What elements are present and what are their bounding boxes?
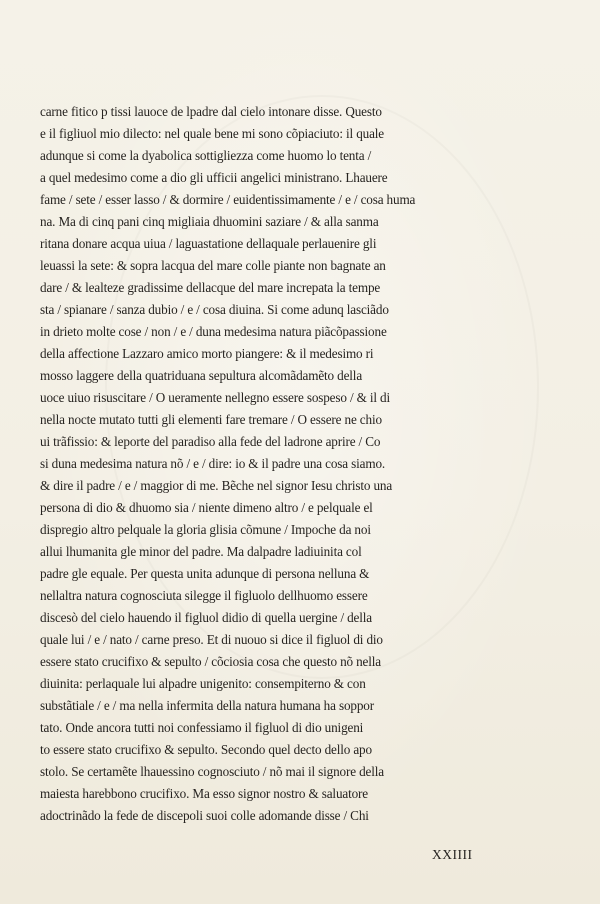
- text-line: maiesta harebbono crucifixo. Ma esso signor nostro & saluatore: [40, 786, 368, 801]
- text-line: & dire il padre / e / maggior di me. Bẽche nel signor Iesu christo una: [40, 478, 393, 493]
- text-line: adunque si come la dyabolica sottigliezza come huomo lo tenta /: [40, 148, 372, 163]
- text-line: nellaltra natura cognosciuta silegge il figluolo dellhuomo essere: [40, 588, 368, 603]
- text-line: to essere stato crucifixo & sepulto. Secondo quel decto dello apo: [40, 742, 372, 757]
- text-line: diuinita: perlaquale lui alpadre unigenito: consempiterno & con: [40, 676, 366, 691]
- text-line: in drieto molte cose / non / e / duna medesima natura piãcõpassione: [40, 324, 387, 339]
- text-line: stolo. Se certamẽte lhauessino cognosciuto / nõ mai il signore della: [40, 764, 384, 779]
- text-line: discesò del cielo hauendo il figluol didio di quella uergine / della: [40, 610, 372, 625]
- text-line: uoce uiuo risuscitare / O ueramente nellegno essere sospeso / & il di: [40, 390, 391, 405]
- text-line: carne fitico p tissi lauoce de lpadre dal cielo intonare disse. Questo: [40, 104, 382, 119]
- text-line: della affectione Lazzaro amico morto piangere: & il medesimo ri: [40, 346, 374, 361]
- text-line: nella nocte mutato tutti gli elementi fare tremare / O essere ne chio: [40, 412, 382, 427]
- text-line: substãtiale / e / ma nella infermita della natura humana ha soppor: [40, 698, 374, 713]
- text-line: dispregio altro pelquale la gloria glisia cõmune / Impoche da noi: [40, 522, 371, 537]
- text-line: persona di dio & dhuomo sia / niente dimeno altro / e pelquale el: [40, 500, 373, 515]
- text-line: sta / spianare / sanza dubio / e / cosa diuina. Si come adunq lasciãdo: [40, 302, 389, 317]
- text-line: allui lhumanita gle minor del padre. Ma dalpadre ladiuinita col: [40, 544, 362, 559]
- text-line: ui trãfissio: & leporte del paradiso alla fede del ladrone aprire / Co: [40, 434, 381, 449]
- text-line: fame / sete / esser lasso / & dormire / euidentissimamente / e / cosa huma: [40, 192, 416, 207]
- text-line: ritana donare acqua uiua / laguastatione dellaquale perlauenire gli: [40, 236, 377, 251]
- text-line: tato. Onde ancora tutti noi confessiamo il figluol di dio unigeni: [40, 720, 364, 735]
- text-line: a quel medesimo come a dio gli ufficii angelici ministrano. Lhauere: [40, 170, 388, 185]
- text-line: e il figliuol mio dilecto: nel quale bene mi sono cõpiaciuto: il quale: [40, 126, 385, 141]
- text-line: na. Ma di cinq pani cinq migliaia dhuomini saziare / & alla sanma: [40, 214, 379, 229]
- folio-number: XXIIII: [432, 847, 473, 862]
- text-line: dare / & lealteze gradissime dellacque del mare increpata la tempe: [40, 280, 381, 295]
- text-line: mosso laggere della quatriduana sepultura alcomãdamẽto della: [40, 368, 363, 383]
- text-line: essere stato crucifixo & sepulto / cõciosia cosa che questo nõ nella: [40, 654, 381, 669]
- text-line: quale lui / e / nato / carne preso. Et di nuouo si dice il figluol di dio: [40, 632, 383, 647]
- text-line: leuassi la sete: & sopra lacqua del mare colle piante non bagnate an: [40, 258, 386, 273]
- text-line: adoctrinãdo la fede de discepoli suoi colle adomande disse / Chi: [40, 808, 369, 823]
- text-line: padre gle equale. Per questa unita adunque di persona nelluna &: [40, 566, 370, 581]
- text-line: si duna medesima natura nõ / e / dire: io & il padre una cosa siamo.: [40, 456, 386, 471]
- body-text: [40, 101, 560, 827]
